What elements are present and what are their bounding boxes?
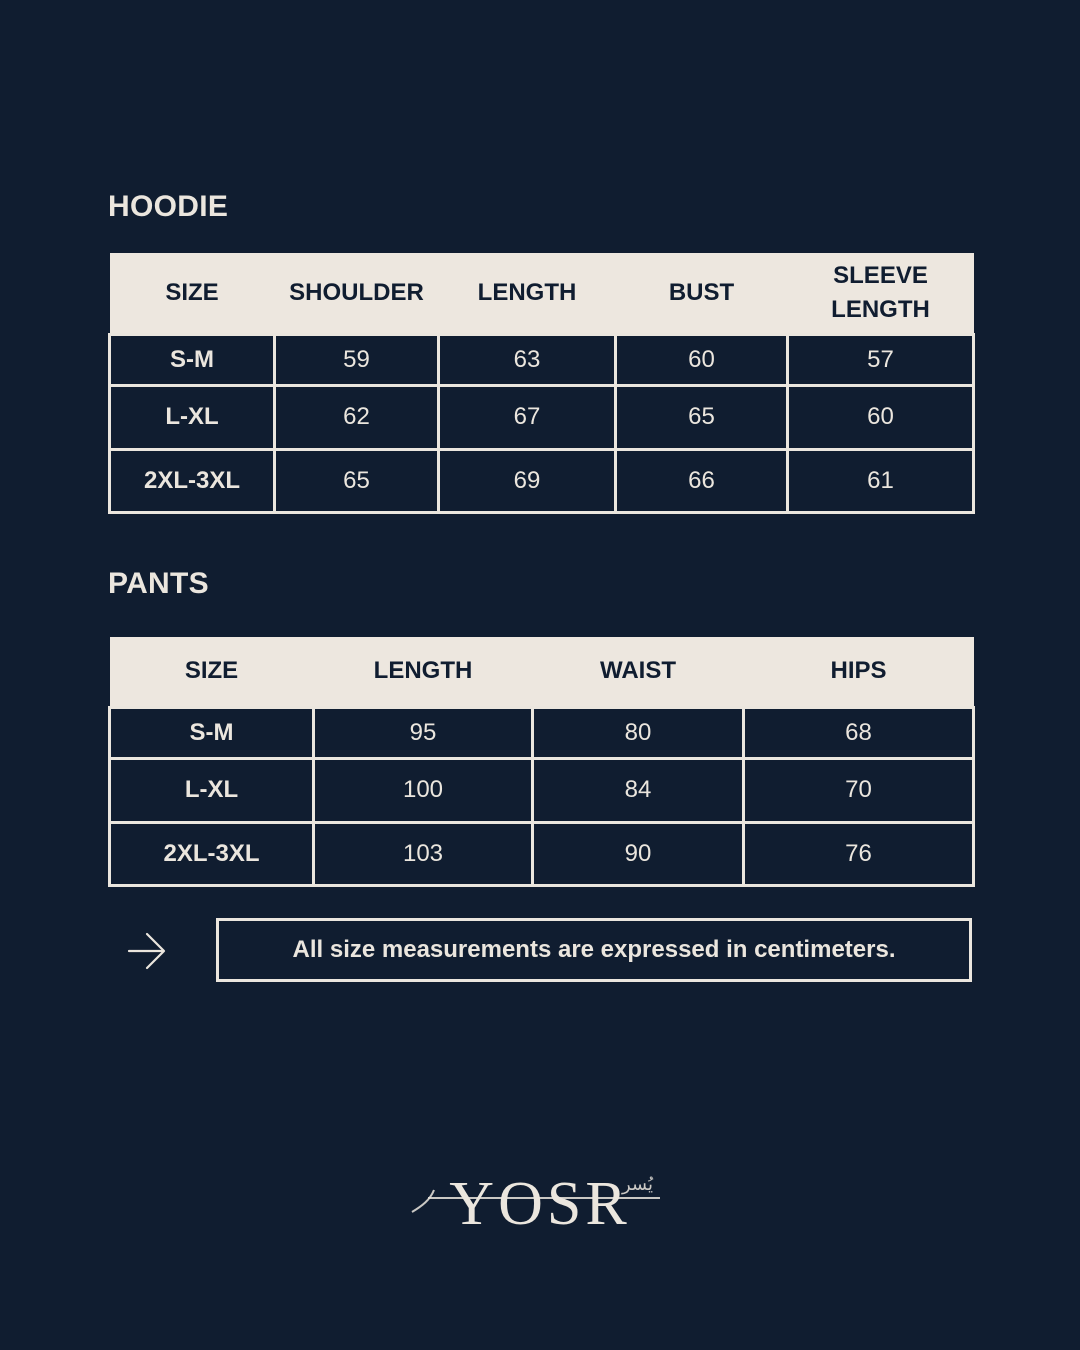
table-header-row (110, 637, 974, 707)
pants-size-table (108, 637, 975, 887)
pants-title: PANTS (108, 567, 209, 600)
table-cell: 80 (533, 707, 744, 758)
table-row (110, 449, 974, 512)
table-row (110, 707, 974, 758)
table-cell: 95 (314, 707, 533, 758)
table-cell: 59 (275, 334, 439, 385)
table-cell: 63 (439, 334, 616, 385)
column-header: BUST (616, 253, 788, 334)
table-cell: 70 (744, 758, 974, 822)
table-cell: 84 (533, 758, 744, 822)
table-row (110, 758, 974, 822)
column-header: SHOULDER (275, 253, 439, 334)
column-header: WAIST (533, 637, 744, 707)
hoodie-size-table (108, 253, 975, 514)
svg-text:يُسر: يُسر (622, 1174, 653, 1195)
table-row (110, 822, 974, 885)
table-cell: 76 (744, 822, 974, 885)
table-cell: 66 (616, 449, 788, 512)
svg-text:YOSR: YOSR (449, 1170, 631, 1238)
column-header: SIZE (110, 253, 275, 334)
size-label-cell: S-M (110, 707, 314, 758)
table-cell: 57 (788, 334, 974, 385)
table-cell: 68 (744, 707, 974, 758)
measurement-note (216, 918, 972, 982)
table-row (110, 385, 974, 449)
hoodie-title: HOODIE (108, 190, 229, 223)
brand-logo (410, 1160, 670, 1240)
size-label-cell: L-XL (110, 385, 275, 449)
table-row (110, 334, 974, 385)
size-label-cell: L-XL (110, 758, 314, 822)
size-label-cell: S-M (110, 334, 275, 385)
column-header: SLEEVE LENGTH (788, 253, 974, 334)
size-label-cell: 2XL-3XL (110, 822, 314, 885)
column-header: HIPS (744, 637, 974, 707)
table-cell: 67 (439, 385, 616, 449)
table-cell: 69 (439, 449, 616, 512)
column-header: LENGTH (439, 253, 616, 334)
column-header: SIZE (110, 637, 314, 707)
table-cell: 103 (314, 822, 533, 885)
measurement-note-text: All size measurements are expressed in centimeters. (292, 936, 896, 963)
table-header-row (110, 253, 974, 334)
size-label-cell: 2XL-3XL (110, 449, 275, 512)
table-cell: 65 (616, 385, 788, 449)
table-cell: 100 (314, 758, 533, 822)
table-cell: 62 (275, 385, 439, 449)
table-cell: 60 (788, 385, 974, 449)
table-cell: 60 (616, 334, 788, 385)
table-cell: 65 (275, 449, 439, 512)
column-header: LENGTH (314, 637, 533, 707)
table-cell: 90 (533, 822, 744, 885)
table-cell: 61 (788, 449, 974, 512)
arrow-right-icon (126, 930, 168, 972)
